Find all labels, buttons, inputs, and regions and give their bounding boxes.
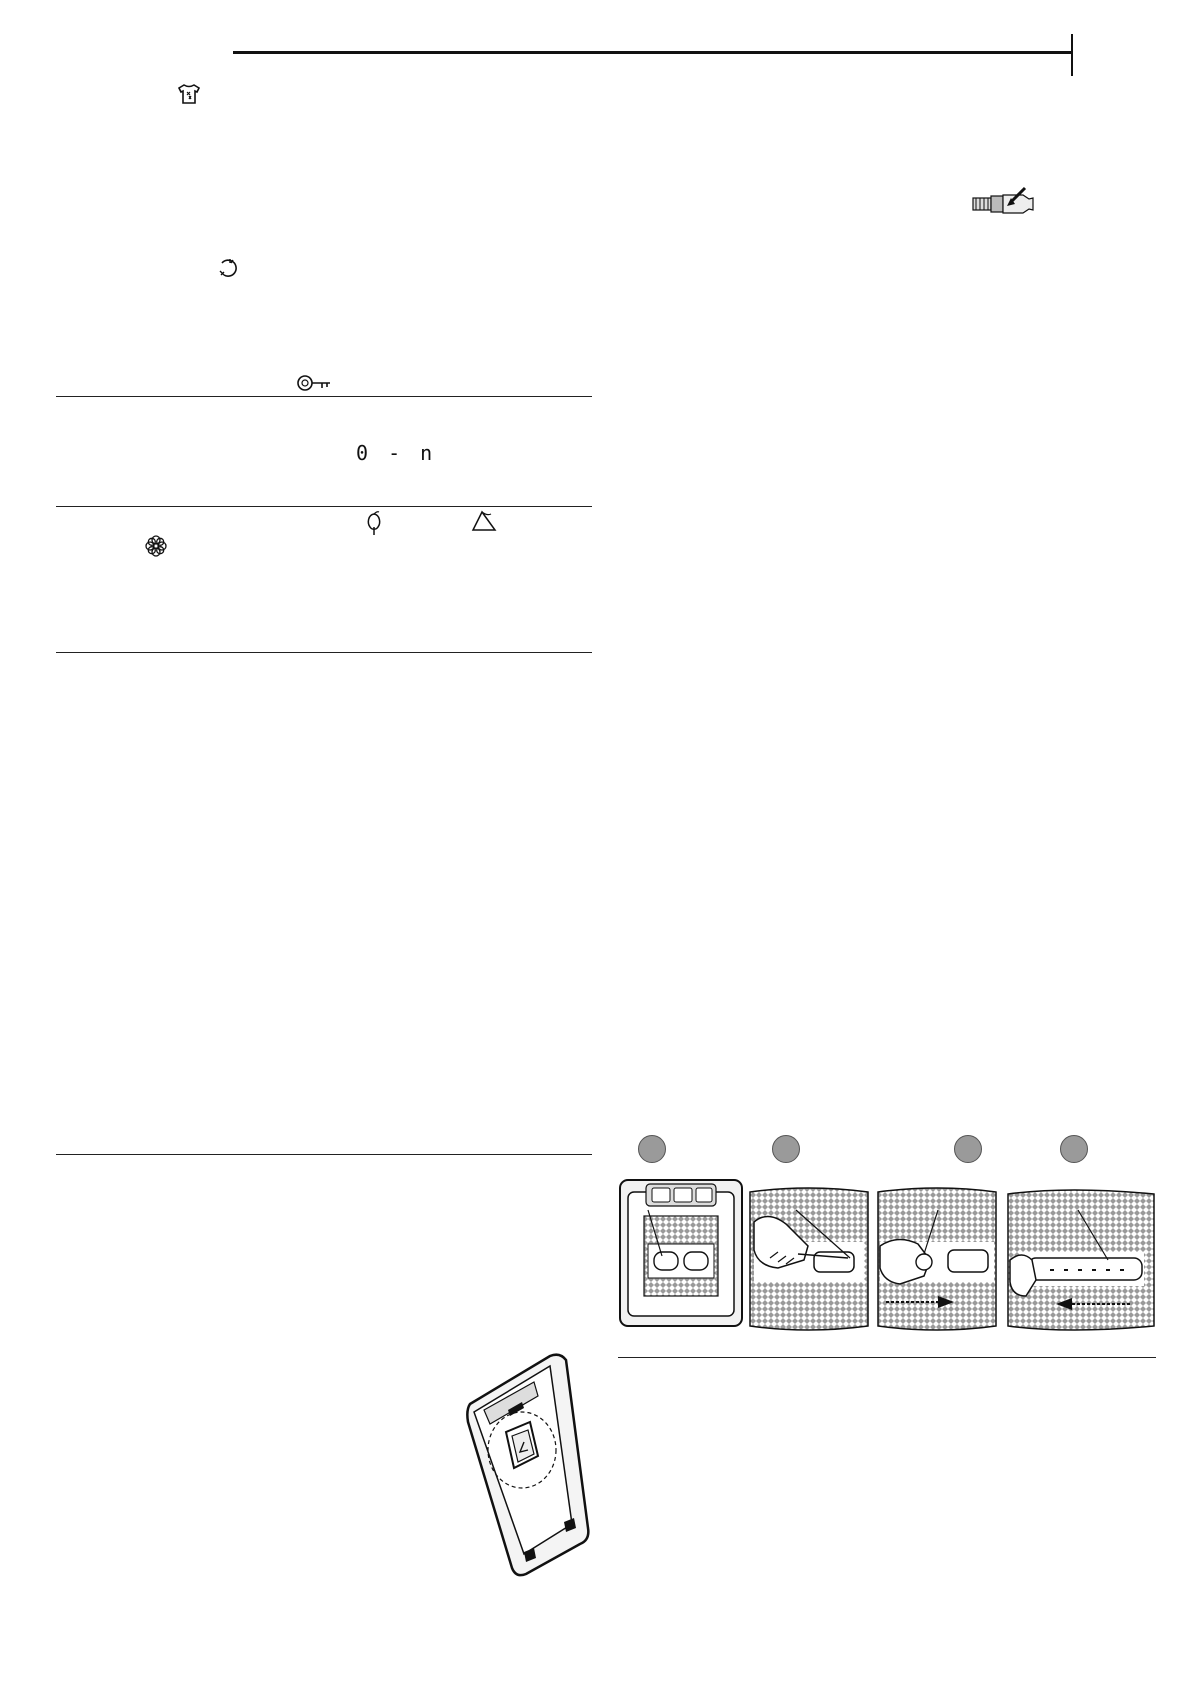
key-lock-icon bbox=[296, 373, 332, 393]
dispenser-drawer-illustration bbox=[464, 1352, 594, 1583]
section-rule-right bbox=[618, 1357, 1156, 1358]
hose-filter-icon bbox=[971, 186, 1039, 220]
display-readout: 0 - n bbox=[356, 441, 437, 465]
eco-plug-icon bbox=[216, 255, 240, 279]
bleach-triangle-icon bbox=[471, 510, 497, 532]
step-panel-4 bbox=[1008, 1190, 1154, 1330]
header-tick bbox=[1071, 34, 1073, 76]
section-rule-3 bbox=[56, 652, 592, 653]
step-callout-3 bbox=[954, 1135, 982, 1163]
filter-cleaning-steps-illustration bbox=[618, 1150, 1158, 1341]
section-rule-2 bbox=[56, 506, 592, 507]
fruit-stain-icon bbox=[365, 511, 383, 537]
step-panel-3 bbox=[878, 1188, 996, 1330]
section-rule-1 bbox=[56, 396, 592, 397]
shirt-stain-icon bbox=[177, 83, 201, 105]
step-callout-1 bbox=[638, 1135, 666, 1163]
section-rule-4 bbox=[56, 1154, 592, 1155]
step-panel-1 bbox=[620, 1180, 742, 1326]
flower-softener-icon bbox=[145, 535, 167, 557]
step-callout-4 bbox=[1060, 1135, 1088, 1163]
header-rule bbox=[233, 51, 1073, 54]
step-panel-2 bbox=[750, 1188, 868, 1330]
step-callout-2 bbox=[772, 1135, 800, 1163]
